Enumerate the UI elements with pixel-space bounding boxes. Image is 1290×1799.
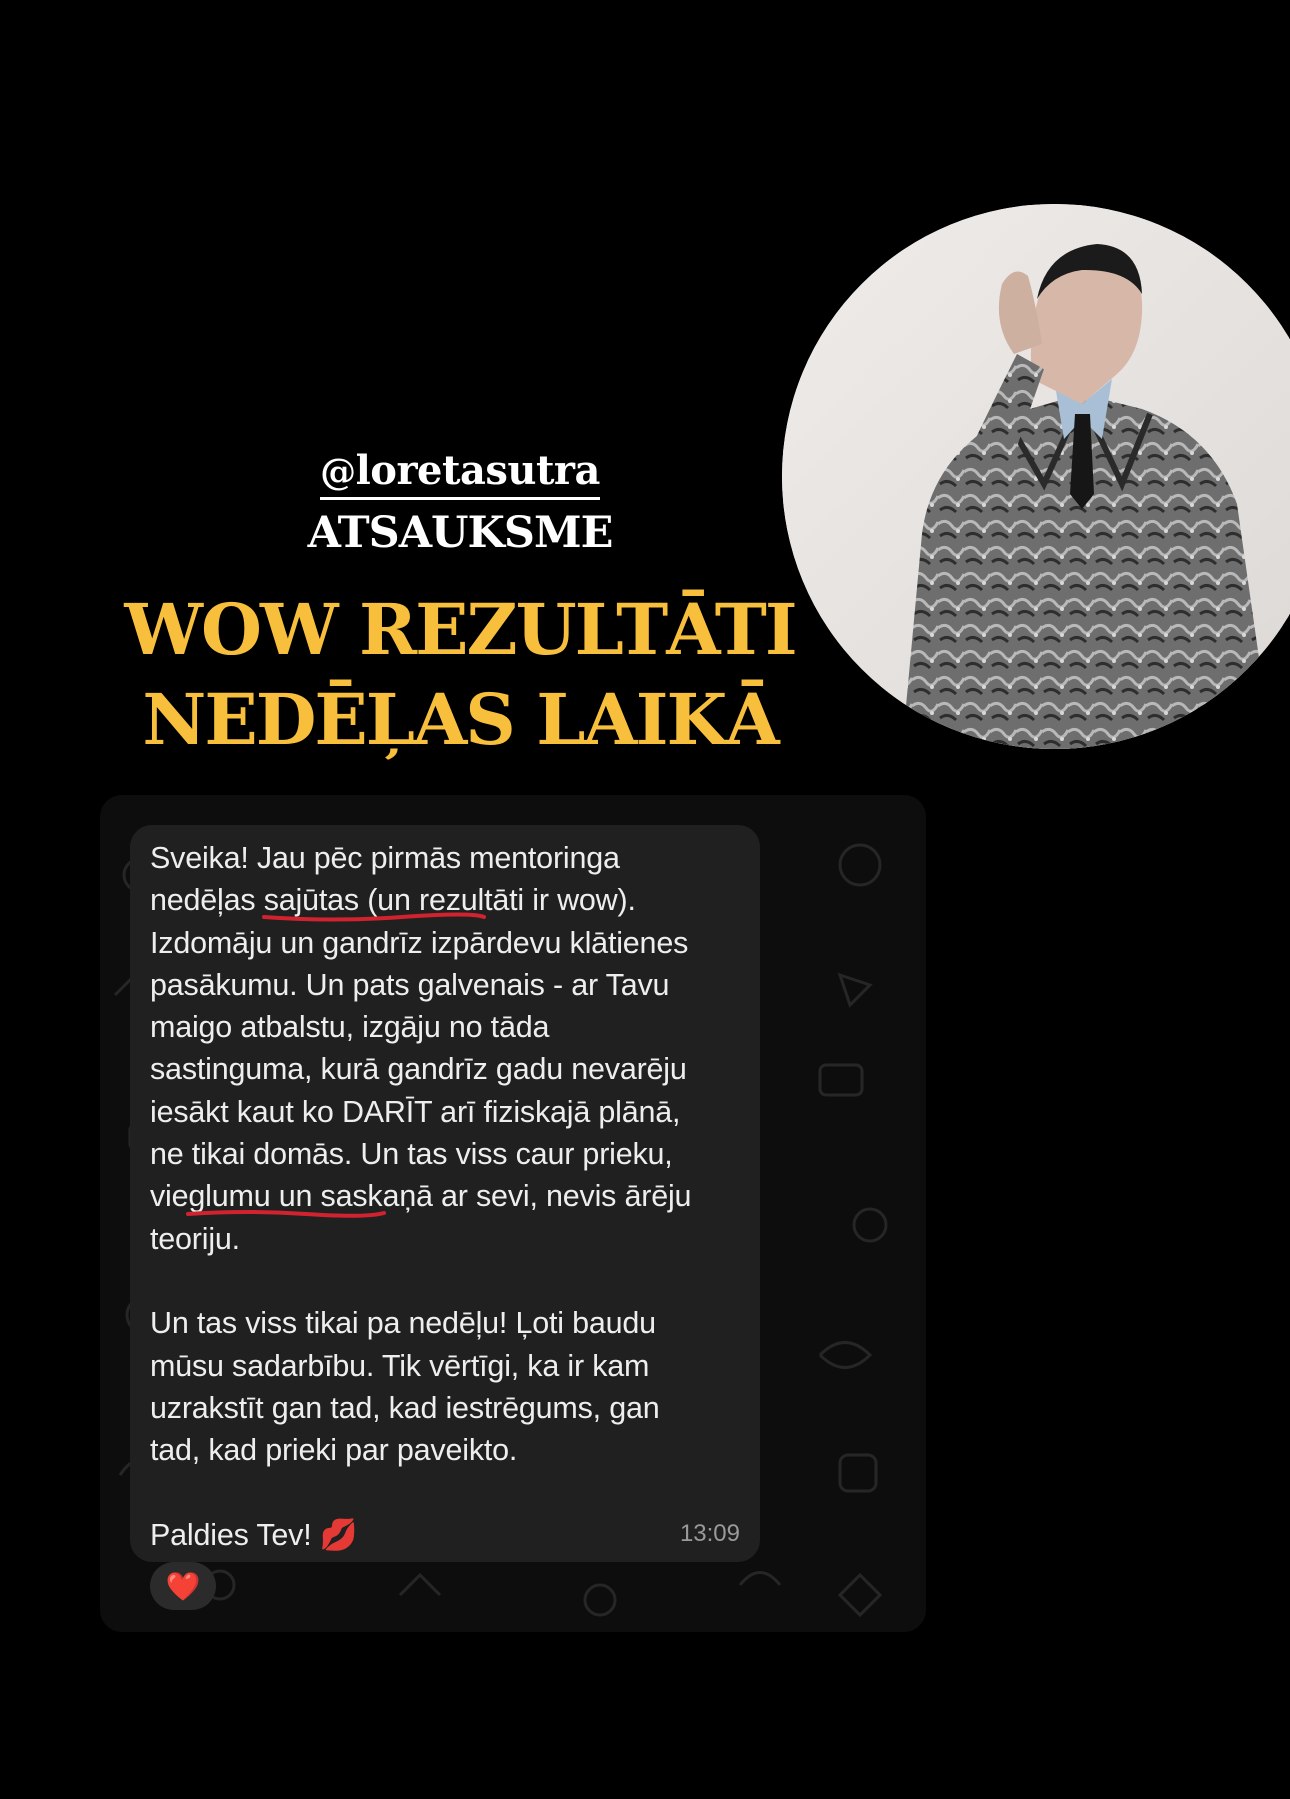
portrait-illustration [782,204,1290,749]
message-text-segment: ultāti ir wow). [460,883,636,918]
headline-line-2: NEDĒĻAS LAIKĀ [142,678,778,761]
message-text [150,837,750,1556]
message-line: uzrakstīt gan tad, kad iestrēgums, gan [150,1390,660,1425]
message-line [150,1175,750,1217]
portrait-photo [782,204,1290,749]
chat-screenshot [100,795,926,1632]
handle-text: loretasutra [355,447,600,494]
headline-line-1: WOW REZULTĀTI [124,588,796,671]
red-underline [186,1207,386,1219]
message-line: iesākt kaut ko DARĪT arī fiziskajā plānā, [150,1094,681,1129]
subtitle: ATSAUKSME [307,508,613,558]
message-line: tad, kad prieki par paveikto. [150,1433,518,1468]
underlined-text: sajūtas (un rez [263,883,461,918]
message-line: Paldies Tev! 💋 [150,1517,358,1552]
underlined-phrase [188,1179,399,1213]
message-text-segment: vie [150,1179,189,1214]
paragraph-gap [150,1260,750,1302]
message-timestamp: 13:09 [679,1520,740,1547]
message-line: Un tas viss tikai pa nedēļu! Ļoti baudu [150,1306,656,1341]
message-line: ne tikai domās. Un tas viss caur prieku, [150,1137,673,1172]
heart-icon: ❤️ [165,1570,201,1602]
underlined-phrase [264,883,461,917]
message-line: pasākumu. Un pats galvenais - ar Tavu [150,967,670,1002]
instagram-handle[interactable] [320,448,600,500]
message-bubble[interactable] [130,825,760,1562]
reaction-badge[interactable] [150,1562,216,1610]
at-symbol: @ [320,451,356,493]
message-line: Izdomāju un gandrīz izpārdevu klātienes [150,925,689,960]
paragraph-gap [150,1471,750,1513]
underlined-text: glumu un saska [188,1179,400,1214]
message-line: teoriju. [150,1221,240,1256]
header [250,448,670,558]
headline [100,585,820,765]
message-text-segment: ņā ar sevi, nevis ārēju [399,1179,692,1214]
message-line: maigo atbalstu, izgāju no tāda [150,1010,550,1045]
message-line: Sveika! Jau pēc pirmās mentoringa [150,841,620,875]
message-line: mūsu sadarbību. Tik vērtīgi, ka ir kam [150,1348,650,1383]
message-line: sastinguma, kurā gandrīz gadu nevarēju [150,1052,687,1087]
message-line [150,879,750,921]
message-text-segment: nedēļas [150,883,264,918]
red-underline [262,911,486,923]
